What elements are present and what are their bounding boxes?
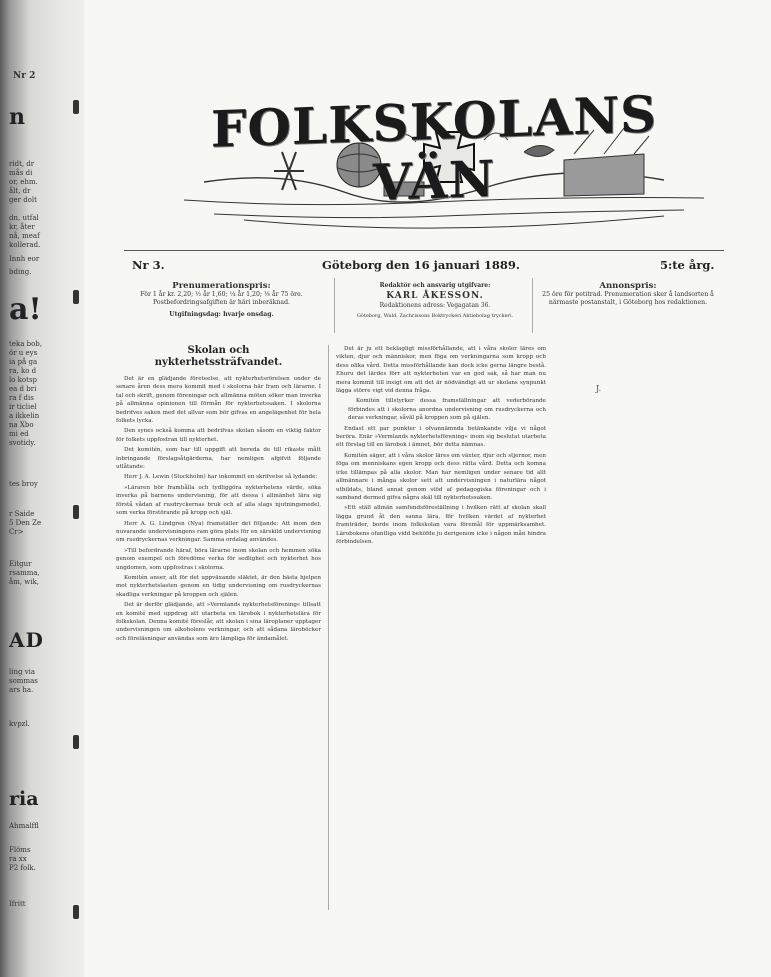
binding-stitch [73, 905, 79, 919]
binding-stitch [73, 100, 79, 114]
subscription-box [114, 282, 329, 319]
article-column-1 [116, 345, 321, 915]
binding-stitch [73, 290, 79, 304]
subscription-heading: Prenumerationspris: [172, 282, 271, 291]
binding-stitch [73, 735, 79, 749]
paragraph: Komitén anser, att för det uppväxande släktet, är den bästa hjelpen mot nykterhetslasten genom en tidig undervisning om rusdryckernas skadliga verkningar på kroppen och själen. [116, 574, 321, 598]
editor-name: KARL ÅKESSON. [386, 291, 484, 301]
paragraph: Det är en glädjande företeelse, att nykterhetsrörelsen under de senare åren dess mera kommit med i skolorna här fram och lärarne. I tal och skrift, genom föreningar och allmänna möten söker man inverka på allmänna opinionen till förmån för nykterhetssaken. I skolorna bedrifves saken med det allvar som bör gifvas en angelägenhet för hela folkets lycka. [116, 376, 321, 425]
masthead-title: FOLKSKOLANS VÄN [210, 84, 658, 213]
paragraph: Komitén tillstyrker dessa framställningar att vederbörande förbindes att i skolorna anordna undervisning om rusdryckerna och deras verkningar, såväl på kroppen som på själen. [348, 398, 546, 422]
binding-stitch [73, 505, 79, 519]
paragraph: Herr J. A. Lewin (Stockholm) har inkommit en skrifvelse så lydande: [124, 474, 318, 481]
column-rule [328, 345, 329, 910]
newspaper-page [84, 0, 771, 977]
masthead [144, 70, 724, 240]
paragraph: »Till befordrande häraf, böra lärarne inom skolan och hemmen söka genom exempel och föredöme verka för sedlighet och nykterhet hos ungdomen, som uppfostras i skolorna. [116, 547, 321, 571]
volume: 5:te årg. [660, 258, 715, 272]
issue-number: Nr 3. [132, 258, 165, 272]
paragraph: Den synes också komma att bedrifvas skolan såsom en viktig faktor för folkets uppfostran till nykterhet. [116, 428, 321, 443]
paragraph: Det är derför glädjande, att »Vermlands nykterhetsförening« tillsatt en komité med uppdrag att utarbeta en lärobok i nykterhetslära för folkskolan. Denna komité föreslår, att skolan i sina läroplaner upptager undervisningen om alkoholens verkningar, och att sådana läroböcker och föreläsningar användas som äro lämpliga för ändamålet. [116, 602, 321, 642]
paragraph: Herr A. G. Lindgren (Nya) framställer det följande: Att inom den nuvarande undervisningens ram göra plats för en särskild undervisning om rusdryckernas verkningar. Samma ordalag användes. [116, 520, 321, 544]
paragraph: Det är ju ett beklagligt missförhållande, att i våra skolor läres om vikten, djur och människor, men föga om verkningarna som kropp och dess olika vård. Detta missförhållande kan dock icke gerna längre bestå. Ehuru det lärdes förr att nykterheten var en god sak, så har man nu mera kommit till insigt om att det är nödvändigt att ur skolans synpunkt lägga större vigt vid denna fråga. [336, 346, 546, 395]
pencil-mark: J. [596, 384, 602, 393]
dateline: Göteborg den 16 januari 1889. [322, 258, 520, 272]
advert-box [538, 282, 718, 307]
article-column-2 [336, 345, 546, 865]
editor-box [340, 282, 530, 320]
paragraph: Endast ett par punkter i ofvannämnda betänkande vilja vi något beröra. Enär »Vermlands nykterhetsförening« inom sig beslutat utarbeta ett förslag till en lärobok i ämnet, bör detta nämnas. [336, 425, 546, 449]
advert-heading: Annonspris: [599, 282, 657, 291]
publication-day: Utgifningsdag: hvarje onsdag. [169, 311, 274, 318]
article-title: Skolan och nykterhetssträfvandet. [154, 345, 283, 368]
paragraph: »Ett ställ allmän samfundsföreställning i hvilken rätt af skolan skall lägga grund åt den sanna lära, för hvilken värdet af nykterhet framträder, borde inom folkskolan vara föremål för uppmärksamhet. Lärobokens ofantliga vidd behöfde ju derigenom icke i någon mån hindra förbindelsen. [336, 505, 546, 545]
editor-label: Redaktör och ansvarig utgifvare: [379, 282, 491, 289]
header-divider [532, 278, 533, 333]
printer-line: Göteborg, Wald. Zachrissons Boktryckeri Aktiebolag tryckeri. [356, 313, 514, 319]
previous-page-fragment: Nr 2 n ridt, dr mås di or, ehm. ålt, dr ger dolt dn, utfal kr, åter nå, meaf kollerad. Innh eor bding. a! teka bob, ör u eys ia på ga ra, ko d lo kotsp ea d bri ra f dis ir ticliel a ikkelin na Xbo mi ed svotidy. tes broy r Saide 5 Den Ze Cr> Eitgur rsamma, åm, wik, AD ling via sommas ars ha. kvpzl. ria Ahmalffl Flöms ra xx P2 folk. Ifritt [9, 71, 44, 908]
subscription-text: För 1 år kr. 2,20; ½ år 1,60; ¼ år 1,20; ⅛ år 75 öre. Postbefordringsafgiften är häri inberäknad. [140, 291, 303, 306]
masthead-rule [124, 250, 724, 251]
paragraph: Komitén säger, att i våra skolor läres om växter, djur och stjernor, men föga om menniskans egen kropp och dess rätta vård. Detta och komna icke tillämpas på alla skolor. Man har nemligen under senare tid allt allmännare i många skolor sett att undervisningen i naturlära något utbildats, bland annat genom stöd af pedagogiska föreningar och i samband dermed gifva några skäl till nykterhetssaken. [336, 452, 546, 501]
header-divider [334, 278, 335, 333]
editor-address: Redaktionens adress: Vegagatan 36. [379, 302, 491, 309]
paragraph: »Läraren bör framhålla och tydliggöra nykterhetens värde, söka inverka på barnens undervisning, för att dessa i allmänhet lära sig förstå vådan af rusdryckernas bruk och af alla slags njutningsmedel, som verka förstörande på kropp och själ. [116, 484, 321, 517]
advert-text: 25 öre för petitrad. Prenumeration sker å landsorten å närmaste postanstalt, i Göteborg hos redaktionen. [542, 291, 714, 306]
paragraph: Det komitén, som har till uppgift att bereda de till rikaste mått inbringande förslagsåtgärderna, har nemligen afgifvit följande utlåtande: [116, 447, 321, 471]
